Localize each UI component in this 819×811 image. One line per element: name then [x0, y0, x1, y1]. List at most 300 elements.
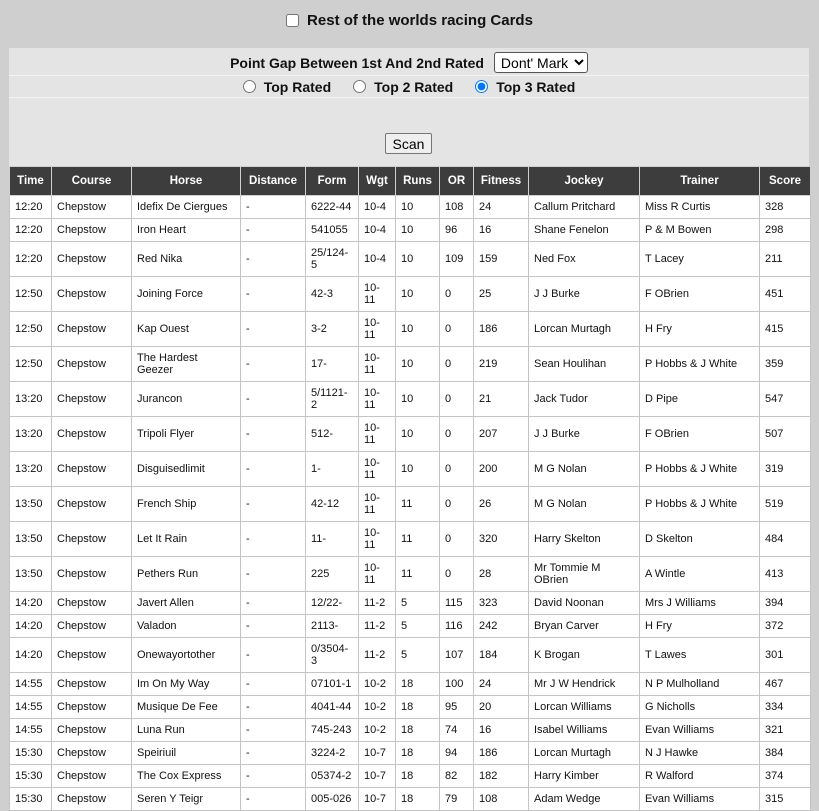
cell-fitness: 320 — [474, 522, 529, 557]
cell-time: 12:50 — [10, 277, 52, 312]
cell-or: 74 — [440, 719, 474, 742]
cell-form: 11- — [306, 522, 359, 557]
cell-form: 005-026 — [306, 788, 359, 811]
cell-runs: 18 — [396, 742, 440, 765]
cell-runs: 18 — [396, 719, 440, 742]
cell-score: 547 — [760, 382, 811, 417]
cell-fitness: 25 — [474, 277, 529, 312]
cell-jockey: K Brogan — [529, 638, 640, 673]
cell-weight: 10-11 — [359, 312, 396, 347]
top-3-rated-label: Top 3 Rated — [496, 78, 576, 95]
cell-distance: - — [241, 765, 306, 788]
cell-form: 07101-1 — [306, 673, 359, 696]
cell-weight: 10-7 — [359, 765, 396, 788]
results-table — [9, 166, 811, 811]
cell-or: 0 — [440, 452, 474, 487]
cell-weight: 10-11 — [359, 452, 396, 487]
cell-distance: - — [241, 196, 306, 219]
table-row — [10, 347, 811, 382]
cell-time: 12:20 — [10, 242, 52, 277]
cell-fitness: 200 — [474, 452, 529, 487]
table-row — [10, 742, 811, 765]
cell-score: 372 — [760, 615, 811, 638]
point-gap-select[interactable] — [494, 52, 588, 73]
cell-distance: - — [241, 615, 306, 638]
cell-score: 319 — [760, 452, 811, 487]
column-header-trainer: Trainer — [640, 167, 760, 196]
cell-runs: 18 — [396, 696, 440, 719]
cell-horse: Im On My Way — [132, 673, 241, 696]
cell-distance: - — [241, 592, 306, 615]
cell-trainer: A Wintle — [640, 557, 760, 592]
cell-or: 115 — [440, 592, 474, 615]
cell-horse: Disguisedlimit — [132, 452, 241, 487]
cell-trainer: R Walford — [640, 765, 760, 788]
cell-fitness: 21 — [474, 382, 529, 417]
cell-runs: 10 — [396, 347, 440, 382]
cell-runs: 10 — [396, 417, 440, 452]
scan-options-panel — [9, 48, 809, 166]
top-3-rated-radio[interactable] — [475, 80, 488, 93]
cell-form: 12/22- — [306, 592, 359, 615]
cell-score: 394 — [760, 592, 811, 615]
cell-distance: - — [241, 673, 306, 696]
cell-trainer: P Hobbs & J White — [640, 452, 760, 487]
cell-fitness: 323 — [474, 592, 529, 615]
cell-jockey: David Noonan — [529, 592, 640, 615]
point-gap-label: Point Gap Between 1st And 2nd Rated — [230, 54, 484, 71]
top-2-rated-radio[interactable] — [353, 80, 366, 93]
cell-or: 0 — [440, 522, 474, 557]
cell-runs: 10 — [396, 219, 440, 242]
column-header-runs: Runs — [396, 167, 440, 196]
cell-fitness: 28 — [474, 557, 529, 592]
top-2-rated-label: Top 2 Rated — [374, 78, 454, 95]
cell-score: 519 — [760, 487, 811, 522]
table-row — [10, 277, 811, 312]
cell-fitness: 207 — [474, 417, 529, 452]
cell-distance: - — [241, 557, 306, 592]
cell-trainer: P & M Bowen — [640, 219, 760, 242]
cell-trainer: Evan Williams — [640, 719, 760, 742]
cell-distance: - — [241, 452, 306, 487]
cell-time: 15:30 — [10, 765, 52, 788]
cell-trainer: G Nicholls — [640, 696, 760, 719]
cell-trainer: F OBrien — [640, 417, 760, 452]
cell-jockey: Harry Skelton — [529, 522, 640, 557]
column-header-horse: Horse — [132, 167, 241, 196]
cell-trainer: T Lawes — [640, 638, 760, 673]
cell-or: 107 — [440, 638, 474, 673]
cell-weight: 10-11 — [359, 277, 396, 312]
cell-form: 1- — [306, 452, 359, 487]
cell-course: Chepstow — [52, 615, 132, 638]
cell-or: 100 — [440, 673, 474, 696]
cell-jockey: Mr J W Hendrick — [529, 673, 640, 696]
cell-runs: 10 — [396, 382, 440, 417]
cell-form: 4041-44 — [306, 696, 359, 719]
cell-jockey: Isabel Williams — [529, 719, 640, 742]
cell-time: 13:50 — [10, 487, 52, 522]
cell-time: 14:55 — [10, 696, 52, 719]
cell-distance: - — [241, 347, 306, 382]
cell-horse: Seren Y Teigr — [132, 788, 241, 811]
cell-jockey: Lorcan Murtagh — [529, 312, 640, 347]
cell-weight: 10-4 — [359, 242, 396, 277]
cell-jockey: J J Burke — [529, 417, 640, 452]
cell-jockey: Callum Pritchard — [529, 196, 640, 219]
cell-weight: 10-2 — [359, 719, 396, 742]
cell-jockey: Sean Houlihan — [529, 347, 640, 382]
cell-trainer: H Fry — [640, 312, 760, 347]
cell-or: 0 — [440, 382, 474, 417]
cell-weight: 10-7 — [359, 788, 396, 811]
cell-form: 17- — [306, 347, 359, 382]
cell-horse: Idefix De Ciergues — [132, 196, 241, 219]
cell-horse: Joining Force — [132, 277, 241, 312]
cell-distance: - — [241, 638, 306, 673]
cell-distance: - — [241, 382, 306, 417]
cell-weight: 10-11 — [359, 557, 396, 592]
table-row — [10, 219, 811, 242]
cell-fitness: 108 — [474, 788, 529, 811]
cell-distance: - — [241, 242, 306, 277]
cell-time: 15:30 — [10, 742, 52, 765]
cell-weight: 10-7 — [359, 742, 396, 765]
cell-runs: 5 — [396, 615, 440, 638]
cell-weight: 10-2 — [359, 696, 396, 719]
cell-jockey: M G Nolan — [529, 452, 640, 487]
table-row — [10, 242, 811, 277]
cell-distance: - — [241, 277, 306, 312]
table-row — [10, 592, 811, 615]
cell-time: 14:20 — [10, 615, 52, 638]
world-cards-label[interactable]: Rest of the worlds racing Cards — [307, 11, 533, 29]
top-rated-option[interactable] — [243, 79, 331, 95]
cell-jockey: Lorcan Williams — [529, 696, 640, 719]
cell-score: 328 — [760, 196, 811, 219]
cell-horse: Let It Rain — [132, 522, 241, 557]
cell-distance: - — [241, 788, 306, 811]
cell-score: 315 — [760, 788, 811, 811]
cell-trainer: F OBrien — [640, 277, 760, 312]
cell-distance: - — [241, 312, 306, 347]
column-header-time: Time — [10, 167, 52, 196]
cell-fitness: 26 — [474, 487, 529, 522]
cell-course: Chepstow — [52, 312, 132, 347]
cell-course: Chepstow — [52, 522, 132, 557]
cell-runs: 10 — [396, 242, 440, 277]
cell-fitness: 186 — [474, 312, 529, 347]
cell-time: 12:50 — [10, 312, 52, 347]
cell-fitness: 20 — [474, 696, 529, 719]
cell-jockey: Ned Fox — [529, 242, 640, 277]
cell-runs: 11 — [396, 487, 440, 522]
cell-runs: 10 — [396, 452, 440, 487]
cell-time: 13:20 — [10, 382, 52, 417]
cell-or: 108 — [440, 196, 474, 219]
cell-fitness: 219 — [474, 347, 529, 382]
cell-runs: 18 — [396, 673, 440, 696]
cell-runs: 11 — [396, 522, 440, 557]
cell-fitness: 16 — [474, 719, 529, 742]
cell-weight: 10-4 — [359, 219, 396, 242]
top-rated-label: Top Rated — [263, 78, 332, 95]
table-row — [10, 382, 811, 417]
cell-time: 14:20 — [10, 592, 52, 615]
cell-score: 467 — [760, 673, 811, 696]
cell-course: Chepstow — [52, 592, 132, 615]
cell-runs: 10 — [396, 312, 440, 347]
top-3-rated-option[interactable] — [475, 79, 575, 95]
cell-course: Chepstow — [52, 487, 132, 522]
cell-runs: 11 — [396, 557, 440, 592]
column-header-weight: Wgt — [359, 167, 396, 196]
cell-course: Chepstow — [52, 219, 132, 242]
cell-trainer: P Hobbs & J White — [640, 487, 760, 522]
cell-runs: 10 — [396, 196, 440, 219]
cell-time: 15:30 — [10, 788, 52, 811]
cell-weight: 10-11 — [359, 417, 396, 452]
cell-fitness: 24 — [474, 673, 529, 696]
cell-course: Chepstow — [52, 417, 132, 452]
cell-weight: 10-11 — [359, 382, 396, 417]
cell-form: 05374-2 — [306, 765, 359, 788]
cell-fitness: 159 — [474, 242, 529, 277]
cell-jockey: M G Nolan — [529, 487, 640, 522]
cell-trainer: D Pipe — [640, 382, 760, 417]
table-row — [10, 673, 811, 696]
table-row — [10, 765, 811, 788]
cell-horse: Red Nika — [132, 242, 241, 277]
cell-or: 96 — [440, 219, 474, 242]
cell-weight: 11-2 — [359, 615, 396, 638]
cell-jockey: Jack Tudor — [529, 382, 640, 417]
cell-course: Chepstow — [52, 765, 132, 788]
cell-weight: 10-11 — [359, 487, 396, 522]
table-row — [10, 196, 811, 219]
table-row — [10, 417, 811, 452]
cell-form: 225 — [306, 557, 359, 592]
cell-score: 334 — [760, 696, 811, 719]
cell-horse: The Cox Express — [132, 765, 241, 788]
cell-runs: 10 — [396, 277, 440, 312]
cell-trainer: Miss R Curtis — [640, 196, 760, 219]
cell-form: 2113- — [306, 615, 359, 638]
scan-button[interactable]: Scan — [385, 133, 432, 154]
cell-trainer: T Lacey — [640, 242, 760, 277]
cell-course: Chepstow — [52, 196, 132, 219]
column-header-fitness: Fitness — [474, 167, 529, 196]
column-header-course: Course — [52, 167, 132, 196]
cell-or: 0 — [440, 417, 474, 452]
cell-distance: - — [241, 522, 306, 557]
cell-horse: The Hardest Geezer — [132, 347, 241, 382]
cell-form: 512- — [306, 417, 359, 452]
cell-horse: Luna Run — [132, 719, 241, 742]
cell-horse: French Ship — [132, 487, 241, 522]
cell-trainer: Mrs J Williams — [640, 592, 760, 615]
cell-or: 0 — [440, 487, 474, 522]
table-row — [10, 615, 811, 638]
cell-score: 359 — [760, 347, 811, 382]
cell-time: 14:55 — [10, 673, 52, 696]
cell-trainer: Evan Williams — [640, 788, 760, 811]
cell-form: 5/1121-2 — [306, 382, 359, 417]
cell-horse: Iron Heart — [132, 219, 241, 242]
cell-distance: - — [241, 487, 306, 522]
cell-form: 6222-44 — [306, 196, 359, 219]
cell-weight: 10-11 — [359, 522, 396, 557]
cell-runs: 18 — [396, 788, 440, 811]
cell-or: 82 — [440, 765, 474, 788]
cell-jockey: J J Burke — [529, 277, 640, 312]
cell-fitness: 16 — [474, 219, 529, 242]
cell-course: Chepstow — [52, 347, 132, 382]
cell-fitness: 242 — [474, 615, 529, 638]
cell-score: 451 — [760, 277, 811, 312]
cell-distance: - — [241, 696, 306, 719]
table-row — [10, 522, 811, 557]
point-gap-row — [9, 48, 809, 76]
cell-horse: Tripoli Flyer — [132, 417, 241, 452]
table-row — [10, 487, 811, 522]
cell-or: 79 — [440, 788, 474, 811]
cell-course: Chepstow — [52, 638, 132, 673]
cell-course: Chepstow — [52, 557, 132, 592]
column-header-jockey: Jockey — [529, 167, 640, 196]
cell-score: 507 — [760, 417, 811, 452]
cell-score: 321 — [760, 719, 811, 742]
cell-time: 13:50 — [10, 557, 52, 592]
world-cards-checkbox[interactable] — [286, 14, 299, 27]
table-body — [10, 196, 811, 811]
cell-time: 12:50 — [10, 347, 52, 382]
cell-distance: - — [241, 742, 306, 765]
cell-jockey: Mr Tommie M OBrien — [529, 557, 640, 592]
cell-or: 0 — [440, 277, 474, 312]
cell-horse: Valadon — [132, 615, 241, 638]
cell-weight: 10-2 — [359, 673, 396, 696]
cell-time: 13:20 — [10, 452, 52, 487]
cell-runs: 5 — [396, 638, 440, 673]
cell-fitness: 184 — [474, 638, 529, 673]
top-2-rated-option[interactable] — [353, 79, 453, 95]
cell-or: 0 — [440, 347, 474, 382]
cell-horse: Javert Allen — [132, 592, 241, 615]
cell-or: 94 — [440, 742, 474, 765]
cell-form: 42-12 — [306, 487, 359, 522]
cell-course: Chepstow — [52, 788, 132, 811]
cell-form: 42-3 — [306, 277, 359, 312]
cell-course: Chepstow — [52, 673, 132, 696]
cell-course: Chepstow — [52, 277, 132, 312]
cell-distance: - — [241, 719, 306, 742]
cell-horse: Onewayortother — [132, 638, 241, 673]
cell-runs: 5 — [396, 592, 440, 615]
table-row — [10, 719, 811, 742]
column-header-form: Form — [306, 167, 359, 196]
cell-runs: 18 — [396, 765, 440, 788]
cell-fitness: 24 — [474, 196, 529, 219]
cell-time: 13:50 — [10, 522, 52, 557]
cell-trainer: N P Mulholland — [640, 673, 760, 696]
cell-time: 14:55 — [10, 719, 52, 742]
table-row — [10, 557, 811, 592]
cell-course: Chepstow — [52, 742, 132, 765]
cell-trainer: D Skelton — [640, 522, 760, 557]
cell-course: Chepstow — [52, 452, 132, 487]
table-row — [10, 696, 811, 719]
cell-form: 3224-2 — [306, 742, 359, 765]
cell-course: Chepstow — [52, 719, 132, 742]
cell-time: 12:20 — [10, 196, 52, 219]
cell-distance: - — [241, 417, 306, 452]
cell-fitness: 186 — [474, 742, 529, 765]
top-rated-radio[interactable] — [243, 80, 256, 93]
cell-score: 415 — [760, 312, 811, 347]
cell-course: Chepstow — [52, 242, 132, 277]
cell-course: Chepstow — [52, 382, 132, 417]
cell-time: 13:20 — [10, 417, 52, 452]
table-row — [10, 312, 811, 347]
cell-score: 211 — [760, 242, 811, 277]
cell-horse: Speiriuil — [132, 742, 241, 765]
cell-jockey: Lorcan Murtagh — [529, 742, 640, 765]
cell-score: 384 — [760, 742, 811, 765]
cell-horse: Jurancon — [132, 382, 241, 417]
column-header-distance: Distance — [241, 167, 306, 196]
cell-fitness: 182 — [474, 765, 529, 788]
cell-form: 3-2 — [306, 312, 359, 347]
cell-trainer: N J Hawke — [640, 742, 760, 765]
cell-weight: 10-4 — [359, 196, 396, 219]
table-row — [10, 452, 811, 487]
cell-or: 109 — [440, 242, 474, 277]
cell-or: 0 — [440, 557, 474, 592]
cell-score: 374 — [760, 765, 811, 788]
cell-score: 413 — [760, 557, 811, 592]
table-row — [10, 788, 811, 811]
cell-score: 301 — [760, 638, 811, 673]
cell-horse: Pethers Run — [132, 557, 241, 592]
cell-time: 14:20 — [10, 638, 52, 673]
cell-form: 0/3504-3 — [306, 638, 359, 673]
cell-time: 12:20 — [10, 219, 52, 242]
scan-row — [9, 98, 809, 165]
cell-course: Chepstow — [52, 696, 132, 719]
cell-horse: Kap Ouest — [132, 312, 241, 347]
cell-distance: - — [241, 219, 306, 242]
cell-horse: Musique De Fee — [132, 696, 241, 719]
world-cards-row — [0, 0, 819, 40]
table-row — [10, 638, 811, 673]
cell-jockey: Bryan Carver — [529, 615, 640, 638]
table-header-row — [10, 167, 811, 196]
cell-score: 484 — [760, 522, 811, 557]
cell-jockey: Adam Wedge — [529, 788, 640, 811]
column-header-score: Score — [760, 167, 811, 196]
cell-trainer: P Hobbs & J White — [640, 347, 760, 382]
cell-form: 25/124-5 — [306, 242, 359, 277]
cell-form: 745-243 — [306, 719, 359, 742]
cell-or: 116 — [440, 615, 474, 638]
rated-options-row — [9, 76, 809, 98]
cell-or: 95 — [440, 696, 474, 719]
column-header-or: OR — [440, 167, 474, 196]
cell-form: 541055 — [306, 219, 359, 242]
cell-weight: 11-2 — [359, 592, 396, 615]
